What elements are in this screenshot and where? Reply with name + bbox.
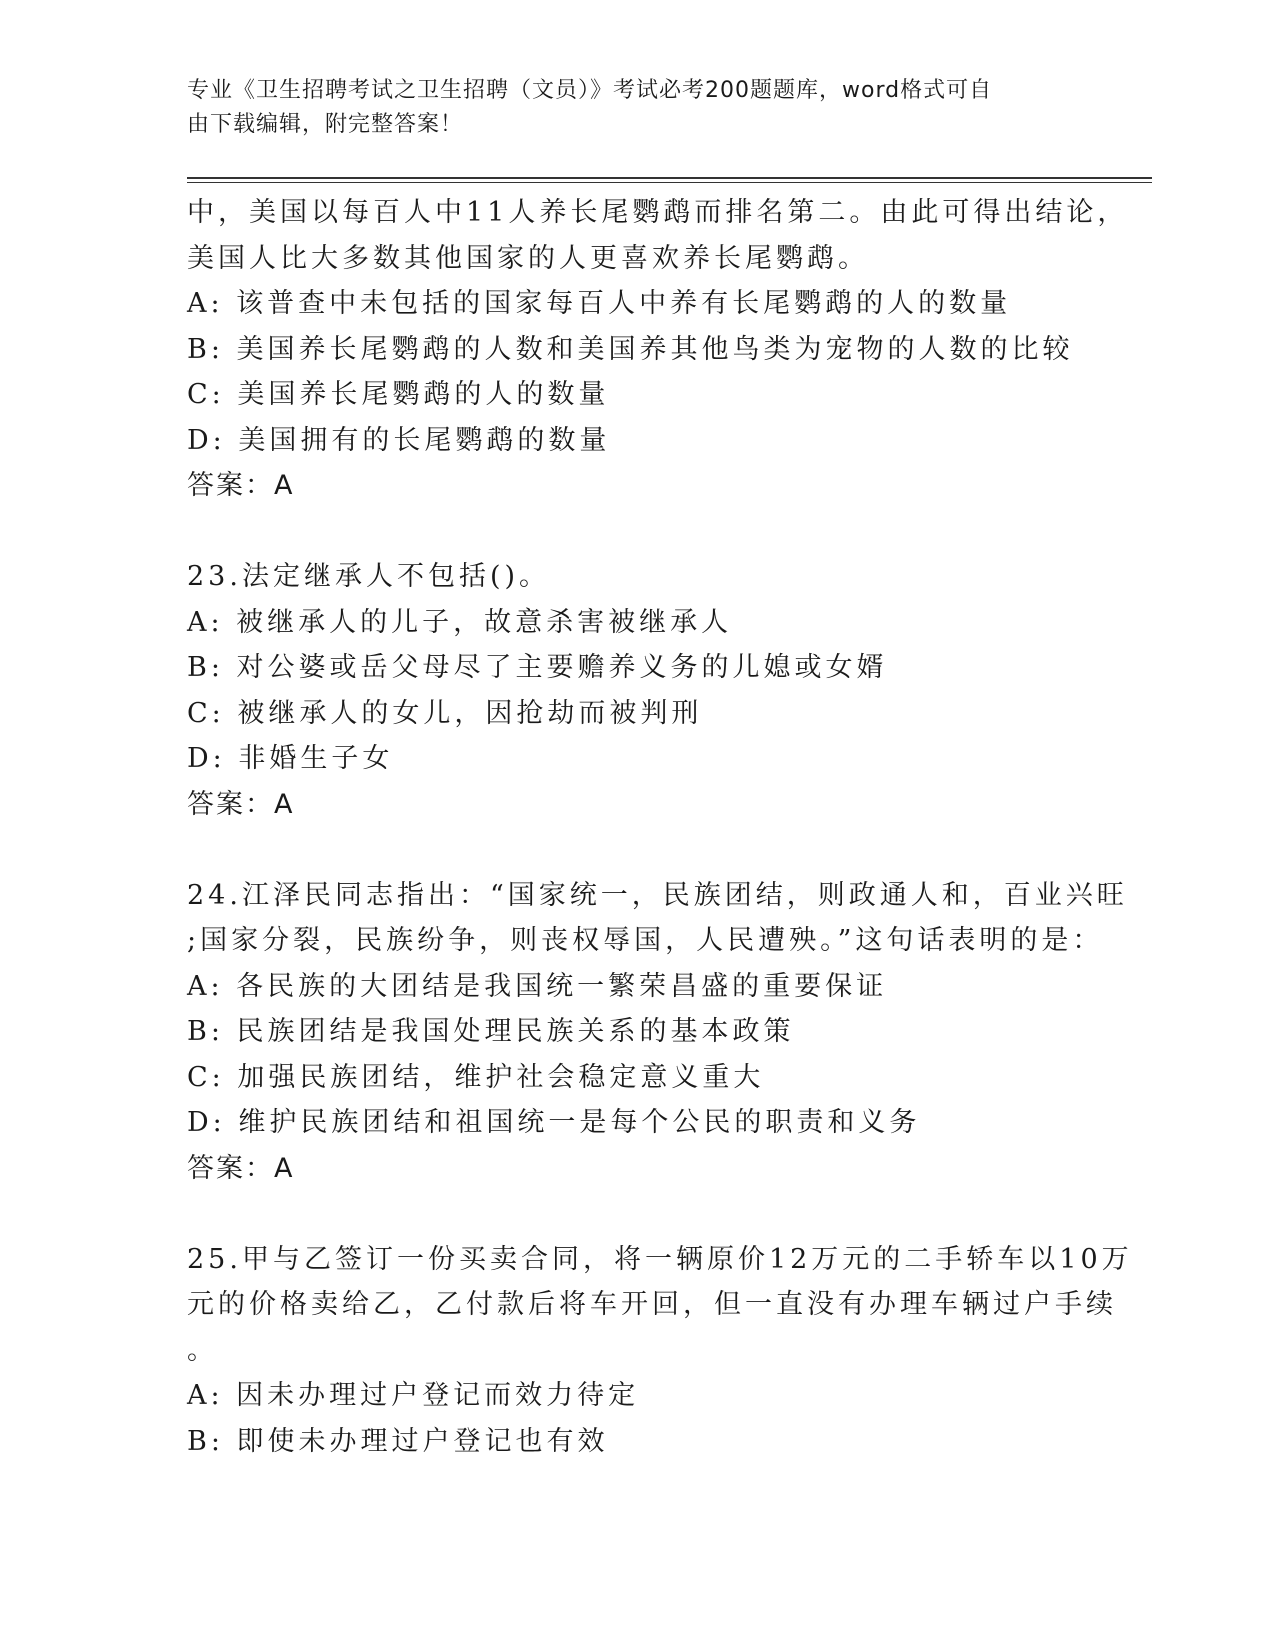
question-content [187, 190, 1133, 1464]
option-c: C: 被继承人的女儿，因抢劫而被判刑 [187, 697, 703, 729]
question-stem-continued: 中，美国以每百人中11人养长尾鹦鹉而排名第二。由此可得出结论， [187, 197, 1129, 228]
option-b: B: 美国养长尾鹦鹉的人数和美国养其他鸟类为宠物的人数的比较 [187, 333, 1074, 365]
option-a: A: 因未办理过户登记而效力待定 [187, 1380, 640, 1411]
question-23 [187, 554, 1087, 827]
answer-line: 答案：A [187, 788, 295, 820]
option-b: B: 对公婆或岳父母尽了主要赡养义务的儿媳或女婿 [187, 652, 888, 683]
option-d: D: 维护民族团结和祖国统一是每个公民的职责和义务 [187, 1107, 921, 1138]
spacer [187, 1191, 1087, 1237]
question-stem-continued: 美国人比大多数其他国家的人更喜欢养长尾鹦鹉。 [187, 242, 869, 274]
question-24 [187, 873, 1128, 1192]
header-rule-thin [187, 182, 1152, 183]
question-stem: 。 [187, 1334, 218, 1366]
question-stem: 23.法定继承人不包括()。 [187, 561, 551, 592]
spacer [187, 827, 1087, 873]
page-header [187, 74, 1067, 142]
answer-line: 答案：A [187, 1152, 295, 1184]
option-b: B: 即使未办理过户登记也有效 [187, 1425, 609, 1457]
option-a: A: 被继承人的儿子，故意杀害被继承人 [187, 606, 733, 638]
question-25 [187, 1237, 1133, 1465]
question-stem: ;国家分裂，民族纷争，则丧权辱国，人民遭殃。”这句话表明的是： [187, 925, 1104, 956]
option-a: A: 该普查中未包括的国家每百人中养有长尾鹦鹉的人的数量 [187, 288, 1012, 319]
option-d: D: 非婚生子女 [187, 743, 394, 774]
question-stem: 24.江泽民同志指出：“国家统一，民族团结，则政通人和，百业兴旺 [187, 879, 1128, 911]
option-c: C: 美国养长尾鹦鹉的人的数量 [187, 379, 610, 410]
header-rule-thick [187, 177, 1152, 179]
option-a: A: 各民族的大团结是我国统一繁荣昌盛的重要保证 [187, 970, 888, 1002]
option-b: B: 民族团结是我国处理民族关系的基本政策 [187, 1016, 795, 1047]
header-line-2: 由下载编辑，附完整答案！ [187, 112, 464, 137]
question-stem: 元的价格卖给乙，乙付款后将车开回，但一直没有办理车辆过户手续 [187, 1289, 1117, 1320]
option-c: C: 加强民族团结，维护社会稳定意义重大 [187, 1061, 765, 1093]
question-stem: 25.甲与乙签订一份买卖合同，将一辆原价12万元的二手轿车以10万 [187, 1243, 1133, 1275]
answer-line: 答案：A [187, 470, 295, 501]
spacer [187, 509, 1087, 555]
option-d: D: 美国拥有的长尾鹦鹉的数量 [187, 424, 611, 456]
header-line-1: 专业《卫生招聘考试之卫生招聘（文员）》考试必考200题题库，word格式可自 [187, 78, 993, 103]
question-22 [187, 190, 1129, 509]
